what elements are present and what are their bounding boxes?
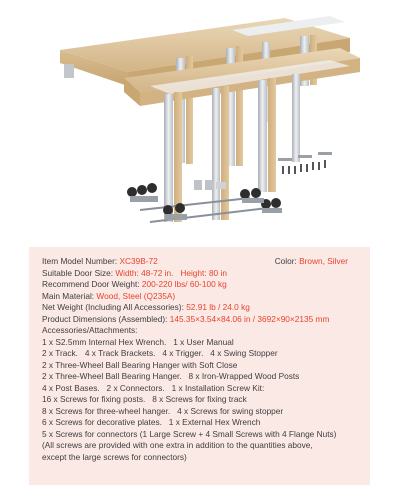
model-value: XC39B-72	[119, 256, 158, 266]
door-weight-value: 200-220 lbs/ 60-100 kg	[141, 279, 227, 289]
accessory-line: 6 x Screws for decorative plates. 1 x External Hex Wrench	[42, 417, 261, 427]
model-field	[42, 256, 158, 268]
accessory-line: 1 x S2.5mm Internal Hex Wrench. 1 x User Manual	[42, 336, 234, 347]
dimensions-row	[42, 314, 362, 326]
net-weight-label: Net Weight (Including All Accessories):	[42, 302, 187, 312]
dimensions-value: 145.35×3.54×84.06 in / 3692×90×2135 mm	[169, 313, 330, 324]
color-field	[275, 256, 348, 268]
door-size-value: Width: 48-72 in. Height: 80 in	[115, 267, 227, 278]
material-label: Main Material:	[42, 290, 97, 301]
accessory-line: 16 x Screws for fixing posts. 8 x Screws for fixing track	[42, 394, 247, 404]
accessory-line: 5 x Screws for connectors (1 Large Screw + 4 Small Screws with 4 Flange Nuts)	[42, 428, 337, 439]
accessory-line: 4 x Post Bases. 2 x Connectors. 1 x Installation Screw Kit:	[42, 382, 265, 393]
model-label: Item Model Number:	[42, 256, 120, 266]
net-weight-row	[42, 302, 362, 314]
dimensions-label: Product Dimensions (Assembled):	[42, 313, 170, 324]
hanger-assemblies	[127, 183, 282, 222]
door-weight-row	[42, 279, 362, 291]
material-value: Wood, Steel (Q235A)	[96, 290, 176, 301]
accessories-heading: Accessories/Attachments:	[42, 325, 138, 335]
specifications-panel	[29, 247, 370, 485]
accessory-note: except the large screws for connectors)	[42, 451, 187, 462]
pocket-door-frame-kit-image	[0, 0, 400, 240]
accessory-note: (All screws are provided with one extra in addition to the quantities above,	[42, 440, 313, 450]
specifications-list	[42, 256, 362, 463]
color-label: Color:	[274, 256, 300, 266]
net-weight-value: 52.91 lb / 24.0 kg	[186, 302, 250, 312]
door-size-label: Suitable Door Size:	[42, 267, 116, 278]
model-color-row	[42, 256, 362, 268]
material-row	[42, 291, 362, 303]
accessory-line: 2 x Three-Wheel Ball Bearing Hanger with Soft Close	[42, 359, 238, 370]
accessory-line: 2 x Track. 4 x Track Brackets. 4 x Trigger. 4 x Swing Stopper	[42, 348, 278, 358]
accessory-line: 8 x Screws for three-wheel hanger. 4 x Screws for swing stopper	[42, 405, 284, 416]
color-value: Brown, Silver	[299, 256, 348, 266]
accessory-line: 2 x Three-Wheel Ball Bearing Hanger. 8 x Iron-Wrapped Wood Posts	[42, 371, 300, 381]
door-weight-label: Recommend Door Weight:	[42, 279, 142, 289]
door-size-row	[42, 268, 362, 280]
